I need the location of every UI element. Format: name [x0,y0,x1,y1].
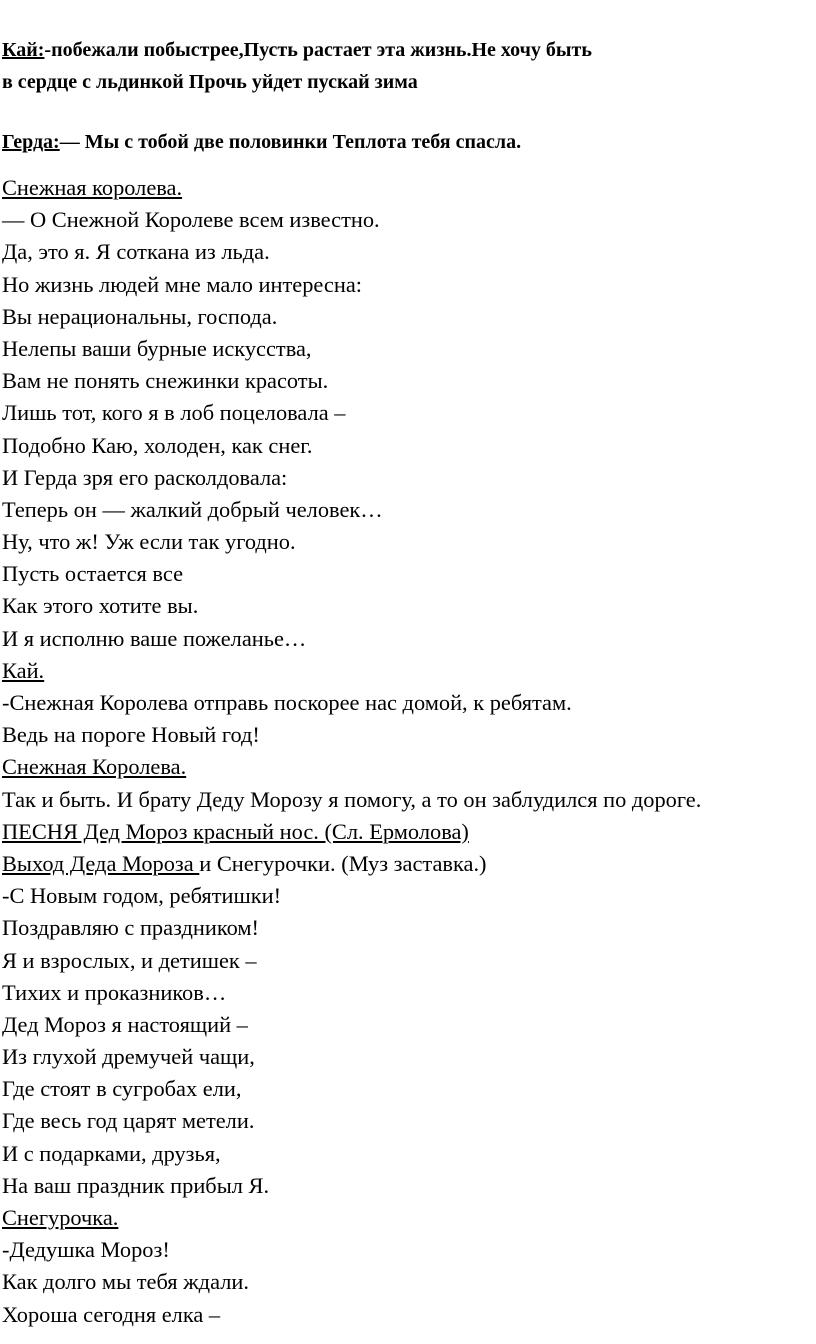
line-text: Вам не понять снежинки красоты. [2,368,329,394]
line-text: Пусть остается все [2,561,184,587]
text-line [2,204,816,236]
text-line [2,977,816,1009]
line-text: Теперь он — жалкий добрый человек… [2,496,383,522]
text-line [2,816,816,848]
line-text: Как этого хотите вы. [2,593,199,619]
underlined-heading: Снегурочка. [2,1205,119,1231]
text-line [2,719,816,751]
gerda-text: — Мы с тобой две половинки Теплота тебя спасла. [59,131,522,153]
line-text: Где весь год царят метели. [2,1108,255,1134]
line-text: И я исполню ваше пожеланье… [2,625,307,651]
text-line [2,1234,816,1266]
text-line [2,848,816,880]
line-text: Подобно Каю, холоден, как снег. [2,432,313,458]
line-text: Дед Мороз я настоящий – [2,1011,248,1037]
text-line [2,494,816,526]
speaker-kai: Кай: [2,39,45,61]
text-line [2,1041,816,1073]
text-line [2,623,816,655]
line-text: -Снежная Королева отправь поскорее нас домой, к ребятам. [2,690,572,715]
text-line [2,172,816,204]
line-text: Хороша сегодня елка – [2,1301,221,1327]
text-line [2,236,816,268]
line-text: -Дедушка Мороз! [2,1237,170,1263]
underlined-heading: ПЕСНЯ Дед Мороз красный нос. (Сл. Ермолова) [2,818,469,844]
gerda-bold-block [2,126,816,158]
line-text: Как долго мы тебя ждали. [2,1269,249,1295]
text-line [2,1138,816,1170]
underlined-heading: Выход Деда Мороза [2,850,200,876]
line-text: Вы нерациональны, господа. [2,303,278,329]
text-line [2,526,816,558]
text-line [2,1202,816,1234]
line-text: Так и быть. И брату Деду Морозу я помогу, а то он заблудился по дороге. [2,786,702,812]
text-line [2,751,816,783]
kai-bold-block [2,34,816,98]
line-text: Нелепы ваши бурные искусства, [2,335,312,361]
text-line [2,1105,816,1137]
line-text: Лишь тот, кого я в лоб поцеловала – [2,400,346,426]
line-text: На ваш праздник прибыл Я. [2,1172,270,1198]
text-line [2,1009,816,1041]
kai-line-2: в сердце с льдинкой Прочь уйдет пускай зима [2,71,418,93]
text-line [2,1299,816,1331]
kai-text-1: -побежали побыстрее,Пусть растает эта жизнь.Не хочу быть [44,39,592,61]
line-text: И с подарками, друзья, [2,1140,221,1166]
line-text: Из глухой дремучей чащи, [2,1044,255,1070]
gerda-line [2,126,816,158]
line-text: Ну, что ж! Уж если так угодно. [2,529,296,555]
text-line [2,430,816,462]
text-line [2,912,816,944]
text-line [2,1170,816,1202]
text-line [2,397,816,429]
underlined-heading: Снежная королева. [2,175,183,200]
text-line [2,269,816,301]
underlined-heading: Снежная Королева. [2,754,187,780]
line-text: Я и взрослых, и детишек – [2,947,257,973]
text-line [2,365,816,397]
text-line [2,945,816,977]
underlined-heading: Кай. [2,657,45,683]
text-line [2,687,816,719]
line-text: Да, это я. Я соткана из льда. [2,239,270,265]
text-line [2,1073,816,1105]
line-text: Ведь на пороге Новый год! [2,722,260,748]
line-text: И Герда зря его расколдовала: [2,464,288,490]
line-text: и Снегурочки. (Муз заставка.) [199,850,487,876]
text-line [2,590,816,622]
text-line [2,1266,816,1298]
script-text-block [2,172,816,1331]
text-line [2,558,816,590]
speaker-gerda: Герда: [2,131,60,153]
text-line [2,880,816,912]
kai-line-1 [2,34,816,66]
line-text: Но жизнь людей мне мало интересна: [2,271,362,297]
text-line [2,655,816,687]
line-text: -С Новым годом, ребятишки! [2,883,282,909]
line-text: Где стоят в сугробах ели, [2,1076,242,1102]
text-line [2,333,816,365]
line-text: — О Снежной Королеве всем известно. [2,207,380,233]
text-line [2,784,816,816]
line-text: Тихих и проказников… [2,979,227,1005]
line-text: Поздравляю с праздником! [2,915,259,941]
text-line [2,301,816,333]
text-line [2,462,816,494]
